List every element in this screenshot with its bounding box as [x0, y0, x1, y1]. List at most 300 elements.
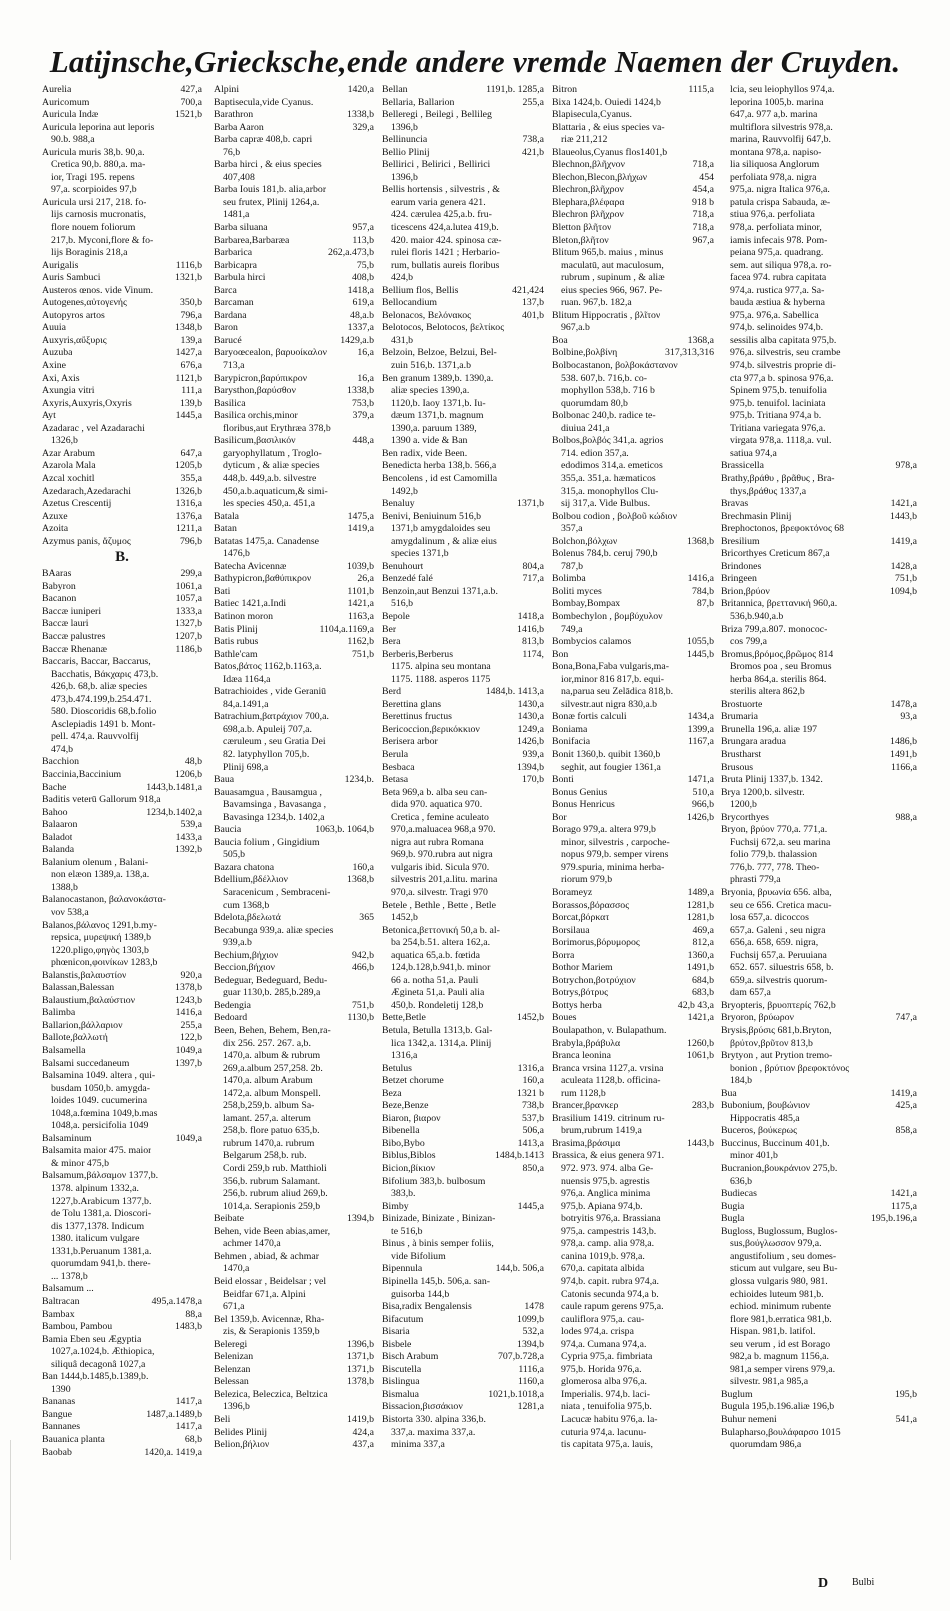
- index-entry: [42, 97, 202, 110]
- entry-term: Bonit 1360,b. quibit 1360,b: [552, 748, 661, 760]
- index-entry: [382, 373, 544, 386]
- section-letter: B.: [115, 549, 129, 566]
- entry-continuation: satiua 974,a: [730, 447, 777, 459]
- index-entry: [42, 794, 202, 807]
- index-entry: [552, 172, 714, 185]
- index-entry: [721, 1163, 917, 1176]
- index-entry: [214, 1025, 374, 1038]
- entry-term: Benivi, Beniuinum 516,b: [382, 510, 482, 522]
- entry-page-ref: 751,b: [351, 999, 374, 1011]
- entry-term: Bellinuncia: [382, 134, 428, 146]
- index-entry: [214, 536, 374, 549]
- entry-page-ref: 918 b: [691, 196, 714, 208]
- entry-term: Bombechylon , βομβύχυλον: [552, 610, 663, 622]
- entry-continuation: 975,a. nigra Italica 976,a.: [730, 184, 830, 196]
- entry-continuation: 939,a.b: [223, 937, 252, 949]
- entry-term: Bellaria, Ballarion: [382, 96, 455, 108]
- entry-term: Borameyz: [552, 887, 593, 898]
- entry-term: Buglum: [721, 1388, 753, 1400]
- entry-page-ref: 1399,a: [687, 723, 714, 735]
- entry-continuation: 580. Dioscoridis 68,b.folio: [51, 706, 157, 718]
- entry-continuation: sij 317,a. Vide Bulbus.: [561, 498, 651, 510]
- entry-page-ref: 1419,a: [347, 523, 374, 535]
- index-entry: [721, 498, 917, 511]
- entry-term: Bottys herba: [552, 999, 602, 1011]
- index-entry: [552, 548, 714, 561]
- index-entry: [552, 937, 714, 950]
- entry-term: Belezica, Beleczica, Beltzica: [214, 1388, 328, 1400]
- entry-page-ref: 427,a: [180, 84, 202, 95]
- entry-page-ref: 707,b.728,a: [498, 1351, 544, 1363]
- index-entry: [382, 297, 544, 310]
- entry-term: Bedoard: [214, 1012, 248, 1024]
- entry-page-ref: 1115,a: [688, 84, 714, 95]
- index-entry: [42, 122, 202, 135]
- entry-term: Budiecas: [721, 1188, 757, 1200]
- entry-term: Auuia: [42, 322, 66, 334]
- index-entry: [42, 197, 202, 210]
- entry-term: Azadarac , vel Azadarachi: [42, 422, 145, 434]
- index-entry: [721, 1125, 917, 1138]
- entry-page-ref: 957,a: [352, 222, 374, 234]
- index-entry: [214, 159, 374, 172]
- index-entry: [42, 1434, 202, 1447]
- entry-continuation: silvestr. 981,a 985,a: [730, 1376, 809, 1388]
- entry-page-ref: 1337,a: [347, 322, 374, 334]
- entry-continuation: seu verum , id est Borago: [730, 1338, 831, 1350]
- index-entry: [214, 97, 374, 110]
- index-entry: [382, 1088, 544, 1101]
- index-entry: [382, 1414, 544, 1427]
- entry-continuation: Asclepiadis 1491 b. Mont-: [51, 718, 156, 730]
- entry-continuation: 974,b. silvestris proprie di-: [730, 360, 836, 372]
- entry-term: Bugula 195,b.196.aliæ 196,b: [721, 1401, 835, 1413]
- index-entry: [214, 649, 374, 662]
- entry-term: Autogenes,αὐτογενής: [42, 297, 127, 309]
- entry-term: Bravas: [721, 498, 749, 510]
- entry-page-ref: 1021,b.1018,a: [488, 1388, 544, 1400]
- entry-term: Barcaman: [214, 297, 254, 309]
- entry-page-ref: 317,313,316: [665, 347, 714, 359]
- entry-term: Brungara aradua: [721, 736, 787, 748]
- index-entry: [721, 1401, 917, 1414]
- entry-term: Brunella 196,a. aliæ 197: [721, 723, 818, 735]
- entry-page-ref: 858,a: [895, 1125, 917, 1137]
- entry-term: Bistorta 330. alpina 336,b.: [382, 1413, 486, 1425]
- index-entry: [552, 310, 714, 323]
- entry-continuation: 698,a.b. Apuleij 707,a.: [223, 723, 312, 735]
- entry-term: Ban 1444,b.1485,b.1389,b.: [42, 1371, 149, 1383]
- entry-page-ref: 619,a: [352, 297, 374, 309]
- entry-page-ref: 1260,b: [687, 1037, 714, 1049]
- entry-page-ref: 1162,b: [347, 636, 374, 648]
- index-entry: [382, 460, 544, 473]
- entry-continuation: 671,a: [223, 1301, 245, 1313]
- entry-page-ref: 1443,b: [890, 510, 917, 522]
- entry-continuation: 315,a. monophyllos Clu-: [561, 485, 659, 497]
- entry-continuation: ior, Tragi 195. repens: [51, 171, 135, 183]
- entry-continuation: 979.spuria, minima herba-: [561, 861, 665, 873]
- entry-term: Bera: [382, 636, 401, 648]
- entry-term: Auxyris,αὔξυρις: [42, 334, 107, 346]
- entry-page-ref: 421,b: [521, 146, 544, 158]
- entry-term: Axine: [42, 360, 66, 372]
- index-entry: [552, 787, 714, 800]
- entry-page-ref: 1104,a.1169,a: [319, 623, 374, 635]
- entry-page-ref: 1281,b: [687, 899, 714, 911]
- index-entry: [214, 184, 374, 197]
- entry-continuation: phœnicon,φοινίκων 1283,b: [51, 957, 158, 969]
- entry-term: Bugla: [721, 1213, 745, 1225]
- entry-page-ref: 68,b: [184, 1433, 202, 1445]
- entry-continuation: 383,b.: [391, 1188, 416, 1200]
- index-entry: [214, 1000, 374, 1013]
- entry-continuation: Idæa 1164,a: [223, 673, 271, 685]
- index-entry: [382, 900, 544, 913]
- entry-term: Buccinus, Buccinum 401,b.: [721, 1137, 830, 1149]
- entry-term: Bucranion,βουκράνιον 275,b.: [721, 1163, 838, 1175]
- entry-page-ref: 967,a: [692, 234, 714, 246]
- index-entry: [42, 1170, 202, 1183]
- index-entry: [382, 711, 544, 724]
- index-entry: [552, 97, 714, 110]
- entry-continuation: Cypria 975,a. fimbriata: [561, 1351, 653, 1363]
- entry-continuation: 355,a. 351,a. hæmaticos: [561, 472, 656, 484]
- entry-term: Brysis,βρύσις 681,b.Bryton,: [721, 1025, 832, 1037]
- entry-term: Balsamita maior 475. maior: [42, 1145, 152, 1157]
- index-entry: [214, 347, 374, 360]
- entry-continuation: seu frutex, Plinij 1264,a.: [223, 196, 320, 208]
- entry-continuation: phrasti 779,a: [730, 874, 781, 886]
- entry-page-ref: 1160,a: [517, 1376, 544, 1388]
- index-entry: [382, 611, 544, 624]
- entry-page-ref: 1417,a: [175, 1396, 202, 1408]
- entry-term: Besbaca: [382, 761, 415, 773]
- entry-term: Bisch Arabum: [382, 1351, 439, 1363]
- entry-continuation: aculeata 1128,b. officina-: [561, 1075, 661, 1087]
- entry-continuation: non elæon 1389,a. 138,a.: [51, 869, 150, 881]
- entry-page-ref: 1452,b: [517, 1012, 544, 1024]
- entry-page-ref: 1175,a: [890, 1200, 917, 1212]
- index-entry: [214, 1213, 374, 1226]
- entry-continuation: 1476,b: [223, 548, 250, 560]
- entry-page-ref: 1434,a: [687, 711, 714, 723]
- entry-continuation: cuturia 974,a. lacunu-: [561, 1426, 647, 1438]
- entry-term: Alpini: [214, 84, 240, 95]
- index-entry: [382, 285, 544, 298]
- entry-term: Balaaron: [42, 819, 78, 831]
- entry-continuation: ... 1378,b: [51, 1270, 88, 1282]
- entry-page-ref: 1249,a: [517, 723, 544, 735]
- index-entry: [552, 1025, 714, 1038]
- entry-page-ref: 532,a: [522, 1326, 544, 1338]
- entry-continuation: siliquâ decagonâ 1027,a: [51, 1358, 146, 1370]
- entry-continuation: dix 256. 257. 267. a,b.: [223, 1037, 311, 1049]
- entry-continuation: zis, & Serapionis 1359,b: [223, 1326, 320, 1338]
- index-entry: [382, 147, 544, 160]
- index-entry: [552, 235, 714, 248]
- entry-term: Balanocastanon, βαλανοκάστα-: [42, 894, 166, 906]
- index-entry: [214, 661, 374, 674]
- entry-term: Bresilium: [721, 535, 760, 547]
- entry-continuation: nopus 979,b. semper virens: [561, 849, 669, 861]
- entry-continuation: 776,b. 777, 778. Theo-: [730, 861, 820, 873]
- index-entry: [382, 1376, 544, 1389]
- index-entry: [721, 887, 917, 900]
- entry-page-ref: 1487,a.1489,b: [146, 1408, 202, 1420]
- entry-term: Borago 979,a. altera 979,b: [552, 824, 656, 836]
- entry-page-ref: 16,a: [357, 347, 374, 359]
- entry-continuation: 431,b: [391, 334, 414, 346]
- index-entry: [42, 920, 202, 933]
- entry-term: Behmen , abiad, & achmar: [214, 1250, 320, 1262]
- index-entry: [214, 874, 374, 887]
- entry-term: Baditis veterū Gallorum 918,a: [42, 794, 161, 806]
- index-entry: [42, 581, 202, 594]
- entry-continuation: facea 974. rubra capitata: [730, 272, 827, 284]
- entry-continuation: 1027,a.1024,b. Æthiopica,: [51, 1346, 155, 1358]
- entry-term: Been, Behen, Behem, Ben,ra-: [214, 1025, 331, 1037]
- entry-continuation: 357,a: [561, 523, 583, 535]
- entry-term: Bati: [214, 585, 231, 597]
- entry-term: Behen, vide Been abias,amer,: [214, 1225, 331, 1237]
- entry-term: Bericoccion,βερικόκκιον: [382, 723, 480, 735]
- entry-term: Batala: [214, 510, 240, 522]
- index-entry: [382, 322, 544, 335]
- entry-term: Bedeguar, Bedeguard, Bedu-: [214, 974, 328, 986]
- entry-term: Bette,Betle: [382, 1012, 426, 1024]
- entry-page-ref: [199, 1283, 202, 1296]
- entry-continuation: te 516,b: [391, 1225, 423, 1237]
- entry-term: Benaluy: [382, 498, 415, 510]
- entry-continuation: tis capitata 975,a. lauis,: [561, 1439, 653, 1451]
- entry-page-ref: 425,a: [895, 1100, 917, 1112]
- index-entry: [382, 749, 544, 762]
- entry-term: Axungia vitri: [42, 385, 95, 397]
- index-entry: [382, 184, 544, 197]
- entry-term: Basilica: [214, 397, 246, 409]
- entry-term: Bryopteris, βρυοπτερίς 762,b: [721, 999, 836, 1011]
- entry-term: Brustharst: [721, 748, 762, 760]
- index-entry: [42, 1032, 202, 1045]
- entry-page-ref: 1478,a: [890, 698, 917, 710]
- entry-page-ref: 1116,b: [175, 259, 202, 271]
- entry-continuation: nuensis 975,b. agrestis: [561, 1175, 650, 1187]
- entry-continuation: cos 799,a: [730, 636, 768, 648]
- entry-continuation: 1048,a.fœmina 1049,b.mas: [51, 1107, 158, 1119]
- index-entry: [214, 925, 374, 938]
- entry-continuation: 124,b.128,b.941,b. minor: [391, 962, 491, 974]
- index-entry: [552, 1150, 714, 1163]
- entry-term: Biaron, βιαρον: [382, 1112, 441, 1124]
- entry-term: Baobab: [42, 1446, 72, 1458]
- entry-term: Axyris,Auxyris,Oxyris: [42, 397, 132, 409]
- entry-page-ref: 718,a: [692, 159, 714, 171]
- entry-page-ref: 1338,b: [347, 385, 374, 397]
- entry-continuation: earum varia genera 421.: [391, 196, 486, 208]
- index-entry: [382, 134, 544, 147]
- index-entry: [382, 573, 544, 586]
- entry-term: Balsamum,βάλσαμον 1377,b.: [42, 1170, 159, 1182]
- index-entry: [382, 448, 544, 461]
- entry-term: Basilica orchis,minor: [214, 410, 298, 422]
- entry-term: Auricomum: [42, 96, 90, 108]
- entry-continuation: 636,b: [730, 1175, 753, 1187]
- index-entry: [42, 832, 202, 845]
- index-entry: [214, 912, 374, 925]
- entry-page-ref: 365: [359, 912, 374, 924]
- entry-page-ref: 506,a: [522, 1125, 544, 1137]
- entry-term: Borcat,βόρκατ: [552, 912, 610, 924]
- entry-page-ref: 195,b: [894, 1388, 917, 1400]
- entry-continuation: pell. 474,a. Rauvvolfij: [51, 731, 139, 743]
- entry-continuation: caule rapum gerens 975,a.: [561, 1301, 664, 1313]
- entry-term: Boniama: [552, 723, 588, 735]
- entry-continuation: lcia, seu leiophyllos 974,a.: [730, 84, 835, 95]
- index-entry: [42, 1145, 202, 1158]
- index-entry: [42, 523, 202, 536]
- entry-continuation: dyticum , & aliæ species: [223, 460, 320, 472]
- entry-continuation: 974,b. capit. rubra 974,a.: [561, 1275, 659, 1287]
- index-entry: [382, 1075, 544, 1088]
- index-entry: [42, 1283, 202, 1296]
- index-entry: [552, 197, 714, 210]
- entry-continuation: 66 a. notha 51,a. Pauli: [391, 974, 479, 986]
- index-entry: [382, 310, 544, 323]
- entry-continuation: 1388,b: [51, 881, 78, 893]
- entry-page-ref: 87,b: [696, 598, 714, 610]
- entry-term: Beccion,βήχιον: [214, 962, 275, 974]
- index-entry: [214, 410, 374, 423]
- index-entry: [721, 460, 917, 473]
- entry-continuation: 97,a. scorpioides 97,b: [51, 184, 137, 196]
- index-entry: [382, 699, 544, 712]
- index-entry: [382, 1176, 544, 1189]
- entry-continuation: 1326,b: [51, 435, 78, 447]
- entry-term: Betula, Betulla 1313,b. Gal-: [382, 1025, 493, 1037]
- entry-page-ref: 466,b: [351, 962, 374, 974]
- entry-term: Briza 799,a.807. monococ-: [721, 623, 828, 635]
- entry-page-ref: 1426,b: [517, 736, 544, 748]
- entry-continuation: brum,rubrum 1419,a: [561, 1125, 642, 1137]
- entry-term: Batrachium,βατράχιον 700,a.: [214, 711, 329, 723]
- index-entry: [382, 724, 544, 737]
- entry-continuation: Hispan. 981,b. latifol.: [730, 1326, 816, 1338]
- entry-term: Ber: [382, 623, 397, 635]
- entry-continuation: 714. edion 357,a.: [561, 447, 629, 459]
- index-entry: [382, 1125, 544, 1138]
- index-entry: [382, 1238, 544, 1251]
- entry-term: Balimba: [42, 1007, 76, 1019]
- entry-continuation: 538. 607,b. 716,b. co-: [561, 372, 647, 384]
- entry-page-ref: 1445,a: [517, 1200, 544, 1212]
- index-entry: [214, 260, 374, 273]
- entry-page-ref: 939,a: [522, 748, 544, 760]
- entry-page-ref: 1234,b.1402,a: [146, 806, 202, 818]
- signature-mark: D: [818, 1576, 829, 1591]
- entry-term: Bulapharso,βουλάφαρσο 1015: [721, 1426, 841, 1438]
- entry-continuation: quorumdam 941,b. there-: [51, 1258, 151, 1270]
- entry-term: Belessan: [214, 1376, 249, 1388]
- entry-continuation: maculatū, aut maculosum,: [561, 259, 664, 271]
- entry-page-ref: 1186,b: [175, 643, 202, 655]
- entry-term: Berettinus fructus: [382, 711, 452, 723]
- index-entry: [721, 762, 917, 775]
- index-entry: [382, 686, 544, 699]
- index-entry: [382, 1339, 544, 1352]
- entry-term: Bryoron, βρύωρον: [721, 1012, 794, 1024]
- index-entry: [721, 1389, 917, 1402]
- entry-continuation: 1396,b: [223, 1401, 250, 1413]
- entry-term: Bothor Mariem: [552, 962, 613, 974]
- entry-page-ref: 1378,b: [175, 982, 202, 994]
- entry-term: Beze,Benze: [382, 1100, 429, 1112]
- entry-continuation: species 1371,b: [391, 548, 449, 560]
- entry-continuation: 269,a.album 257,258. 2b.: [223, 1062, 323, 1074]
- entry-term: Buhur nemeni: [721, 1413, 777, 1425]
- entry-page-ref: 812,a: [692, 937, 714, 949]
- index-entry: [721, 1201, 917, 1214]
- index-entry: [382, 561, 544, 574]
- entry-continuation: floribus,aut Erythræa 378,b: [223, 422, 331, 434]
- index-entry: [721, 511, 917, 524]
- index-entry: [552, 711, 714, 724]
- entry-term: Betele , Bethle , Bette , Betle: [382, 899, 496, 911]
- entry-continuation: de Tolu 1381,a. Dioscori-: [51, 1208, 152, 1220]
- entry-continuation: Beidfar 671,a. Alpini: [223, 1288, 306, 1300]
- entry-term: Beli: [214, 1413, 231, 1425]
- entry-page-ref: 1281,b: [687, 912, 714, 924]
- index-entry: [552, 1138, 714, 1151]
- index-entry: [382, 1326, 544, 1339]
- entry-term: Barypicron,βαρύπικρον: [214, 372, 308, 384]
- entry-term: Baccæ Rhenanæ: [42, 643, 108, 655]
- entry-continuation: 424,b: [391, 272, 414, 284]
- entry-continuation: 424. cærulea 425,a.b. fru-: [391, 209, 492, 221]
- entry-continuation: 978,a. perfoliata minor,: [730, 222, 822, 234]
- entry-page-ref: 1205,b: [175, 460, 202, 472]
- entry-page-ref: 1055,b: [687, 636, 714, 648]
- entry-continuation: 975,a. campestris 143,b.: [561, 1225, 657, 1237]
- entry-term: Barba siluana: [214, 222, 268, 234]
- index-entry: [214, 335, 374, 348]
- entry-continuation: lodes 974,a. crispa: [561, 1326, 634, 1338]
- index-entry: [382, 636, 544, 649]
- entry-page-ref: 1420,a. 1419,a: [144, 1446, 202, 1458]
- entry-page-ref: 379,a: [352, 410, 374, 422]
- entry-term: Betonica,βεττονική 50,a b. al-: [382, 924, 500, 936]
- entry-term: Basilicum,βασιλικόν: [214, 435, 296, 447]
- entry-continuation: νον 538,a: [51, 907, 89, 918]
- index-entry: [721, 548, 917, 561]
- index-entry: [721, 586, 917, 599]
- entry-term: Bolbine,βολβίνη: [552, 347, 618, 359]
- index-entry: [721, 1414, 917, 1427]
- index-entry: [214, 774, 374, 787]
- entry-continuation: sus,βούγλωσσον 979,a.: [730, 1238, 822, 1250]
- index-entry: [42, 1045, 202, 1058]
- entry-page-ref: 1191,b. 1285,a: [486, 84, 544, 95]
- index-entry: [721, 699, 917, 712]
- index-entry: [552, 812, 714, 825]
- index-entry: [552, 109, 714, 122]
- index-entry: [42, 448, 202, 461]
- entry-term: Bdelota,βδελωτά: [214, 912, 281, 924]
- entry-term: Boues: [552, 1012, 577, 1024]
- index-entry: [552, 824, 714, 837]
- index-entry: [42, 819, 202, 832]
- index-entry: [214, 322, 374, 335]
